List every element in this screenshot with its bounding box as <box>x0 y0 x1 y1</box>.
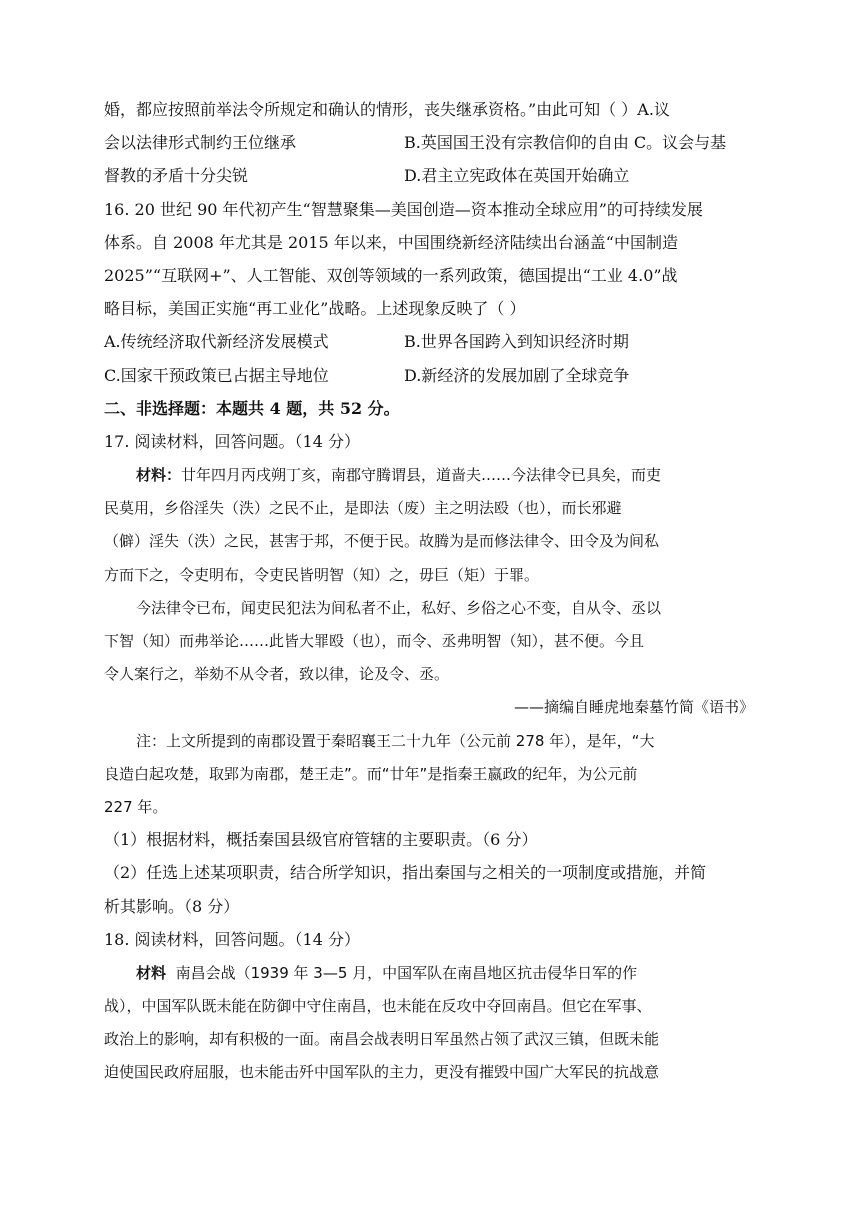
q16-option-a: A.传统经济取代新经济发展模式 <box>104 332 329 352</box>
q16-line-4: 略目标，美国正实施“再工业化”战略。上述现象反映了（ ） <box>104 299 526 319</box>
q17-material-label: 材料： <box>136 466 182 485</box>
q18-material-line-3: 政治上的影响，却有积极的一面。南昌会战表明日军虽然占领了武汉三镇，但既未能 <box>104 1030 660 1049</box>
q15-option-b-c: B.英国国王没有宗教信仰的自由 C。议会与基 <box>404 133 727 153</box>
q17-material-line-2: 民莫用，乡俗淫失（泆）之民不止，是即法（废）主之明法殴（也），而长邪避 <box>104 499 622 518</box>
q17-material-line-4: 方而下之，令吏明布，令吏民皆明智（知）之，毋巨（矩）于罪。 <box>104 565 540 584</box>
q18-material-line-1 <box>104 963 754 983</box>
q17-material-line-5: 今法律令已布，闻吏民犯法为间私者不止，私好、乡俗之心不变，自从令、丞以 <box>136 598 662 617</box>
q17-material-line-7: 令人案行之，举劾不从令者，致以律，论及令、丞。 <box>104 665 450 684</box>
q18-material-label: 材料 <box>136 963 167 982</box>
q16-options-cd <box>104 366 754 386</box>
q15-option-d: D.君主立宪政体在英国开始确立 <box>404 166 630 186</box>
q15-option-a: 会以法律形式制约王位继承 <box>104 133 297 153</box>
q18-material-line-2: 战），中国军队既未能在防御中守住南昌，也未能在反攻中夺回南昌。但它在军事、 <box>104 997 652 1016</box>
q17-material-line-1 <box>104 465 754 485</box>
q17-note-line-2: 良造白起攻楚，取郢为南郡，楚王走”。而“廿年”是指秦王嬴政的纪年，为公元前 <box>104 764 638 783</box>
q17-subquestion-2-line-2: 析其影响。（8 分） <box>104 896 240 916</box>
q15-line-3 <box>104 166 754 186</box>
q15-option-c-cont: 督教的矛盾十分尖锐 <box>104 166 249 186</box>
q16-line-2: 体系。自 2008 年尤其是 2015 年以来，中国围绕新经济陆续出台涵盖“中国制造 <box>104 232 678 252</box>
q15-line-1: 婚，都应按照前举法令所规定和确认的情形，丧失继承资格。”由此可知（ ）A.议 <box>104 100 670 119</box>
section-2-heading: 二、非选择题：本题共 4 题，共 52 分。 <box>104 398 400 418</box>
q16-option-d: D.新经济的发展加剧了全球竞争 <box>404 365 630 385</box>
q16-options-ab <box>104 332 754 352</box>
q17-material-text-1: 廿年四月丙戌朔丁亥，南郡守腾谓县，道啬夫……今法律令已具矣，而吏 <box>181 466 662 485</box>
q18-material-text-1: 南昌会战（1939 年 3—5 月，中国军队在南昌地区抗击侵华日军的作 <box>175 963 638 982</box>
exam-page <box>104 100 754 1096</box>
q18-material-line-4: 迫使国民政府屈服，也未能击歼中国军队的主力，更没有摧毁中国广大军民的抗战意 <box>104 1063 660 1082</box>
q17-source: ——摘编自睡虎地秦墓竹简《语书》 <box>513 698 754 717</box>
q16-option-b: B.世界各国跨入到知识经济时期 <box>404 332 629 352</box>
q17-note-line-3: 227 年。 <box>104 797 168 816</box>
q16-line-1: 16. 20 世纪 90 年代初产生“智慧聚集—美国创造—资本推动全球应用”的可持续发展 <box>104 199 703 219</box>
q17-material-line-3: （僻）淫失（泆）之民，甚害于邦，不便于民。故腾为是而修法律令、田令及为间私 <box>104 532 660 551</box>
q16-option-c: C.国家干预政策已占据主导地位 <box>104 365 329 385</box>
q16-line-3: 2025”“互联网+”、人工智能、双创等领域的一系列政策，德国提出“工业 4.0”战 <box>104 265 678 285</box>
q18-title: 18. 阅读材料，回答问题。（14 分） <box>104 929 360 949</box>
q15-line-2 <box>104 133 754 153</box>
q17-material-line-6: 下智（知）而弗举论……此皆大罪殴（也），而令、丞弗明智（知），甚不便。今且 <box>104 632 645 650</box>
q17-subquestion-1: （1）根据材料，概括秦国县级官府管辖的主要职责。（6 分） <box>104 830 538 850</box>
q17-subquestion-2-line-1: （2）任选上述某项职责，结合所学知识，指出秦国与之相关的一项制度或措施，并简 <box>104 863 707 883</box>
q17-title: 17. 阅读材料，回答问题。（14 分） <box>104 431 360 451</box>
q17-note-line-1: 注：上文所提到的南郡设置于秦昭襄王二十九年（公元前 278 年），是年，“大 <box>136 731 655 750</box>
